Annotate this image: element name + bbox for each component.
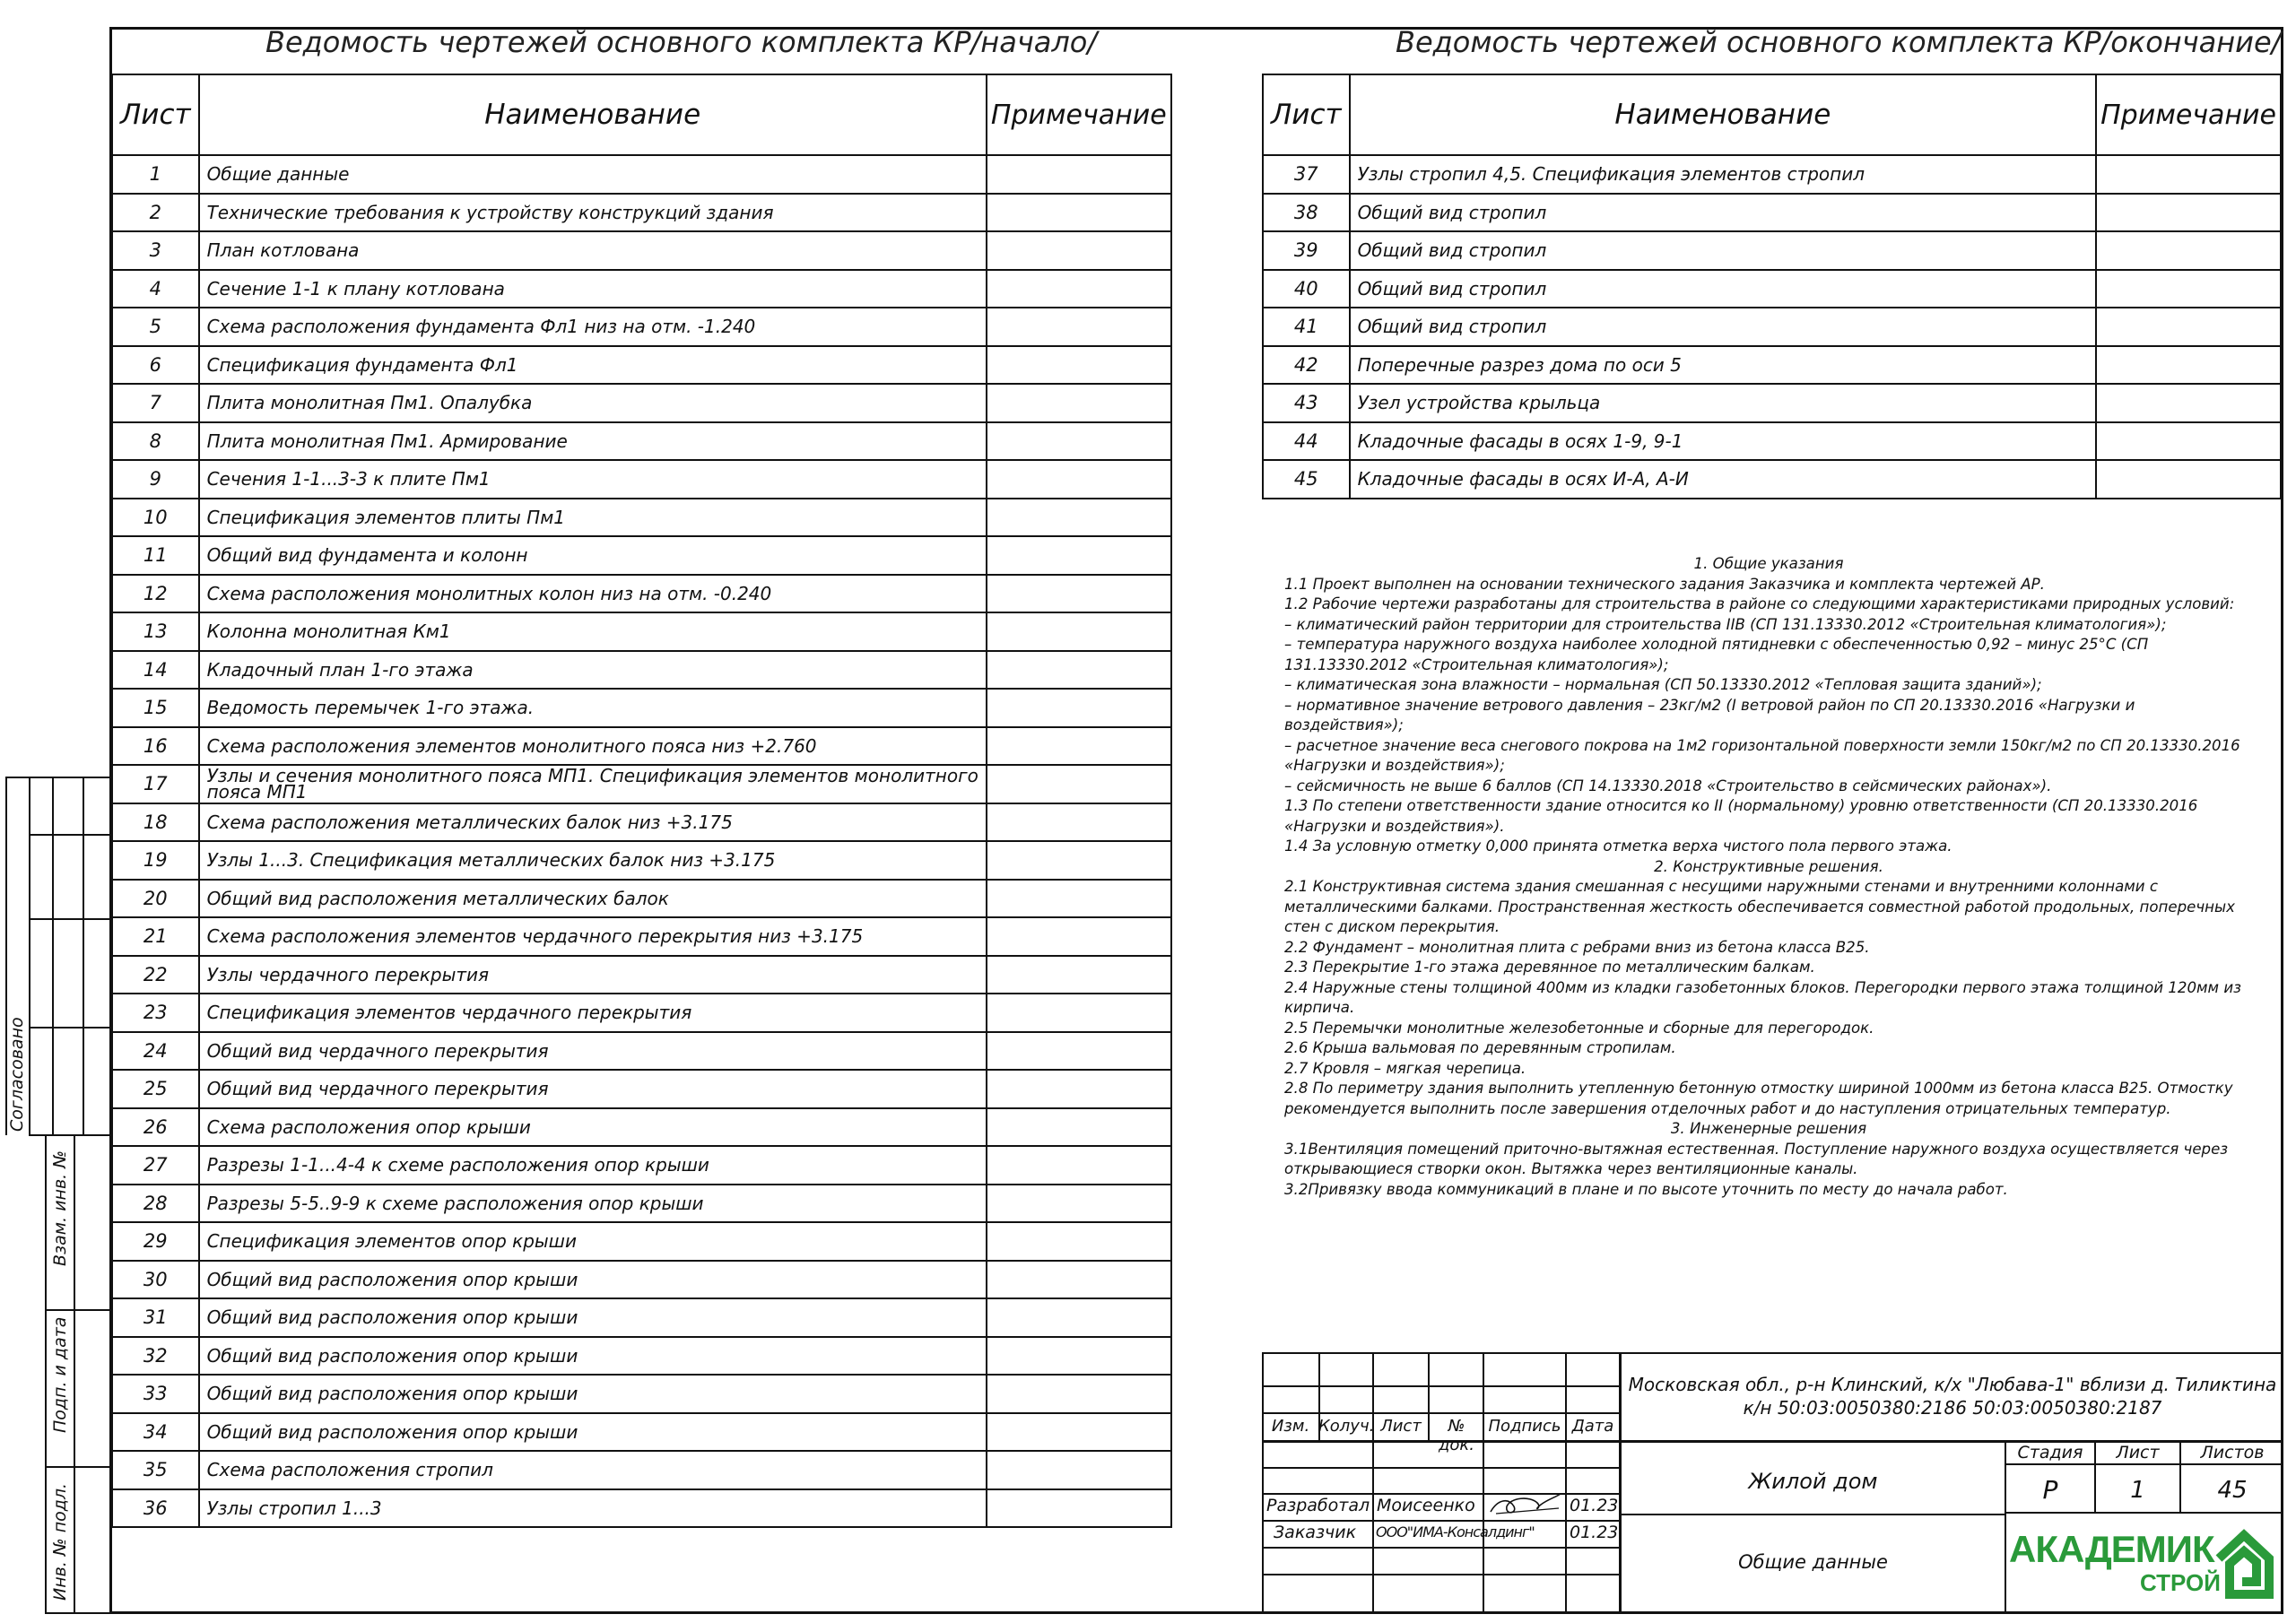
stamp-sheet-value: 1 xyxy=(2130,1477,2145,1504)
notes-paragraph: 2.5 Перемычки монолитные железобетонные и сборные для перегородок. xyxy=(1284,1019,1874,1037)
stamp-col-list: Лист xyxy=(1380,1417,1422,1436)
sheet-name: Общий вид фундамента и колонн xyxy=(199,536,987,575)
sheet-number: 41 xyxy=(1263,308,1350,346)
sheet-number: 3 xyxy=(112,231,199,270)
table-row xyxy=(1263,231,2281,270)
notes-paragraph: 1.2 Рабочие чертежи разработаны для строительства в районе со следующими характеристиками природных условий: xyxy=(1284,595,2235,612)
sheet-number: 2 xyxy=(112,194,199,232)
sheet-name: Схема расположения опор крыши xyxy=(199,1108,987,1147)
table-row xyxy=(112,765,1171,803)
sheet-number: 24 xyxy=(112,1032,199,1071)
sheet-name: Спецификация элементов чердачного перекрытия xyxy=(199,994,987,1032)
notes-paragraph: 2.4 Наружные стены толщиной 400мм из кладки газобетонных блоков. Перегородки первого этажа толщиной 120мм из кирпича. xyxy=(1284,978,2241,1016)
sheet-number: 22 xyxy=(112,956,199,994)
stamp-col-ndok: № док. xyxy=(1438,1417,1475,1454)
table-row xyxy=(112,841,1171,880)
table-row xyxy=(112,346,1171,385)
sheet-name: Колонна монолитная Км1 xyxy=(199,612,987,651)
sheet-number: 7 xyxy=(112,384,199,422)
sheet-number: 44 xyxy=(1263,422,1350,461)
sheet-number: 21 xyxy=(112,917,199,956)
stamp-address: Московская обл., р-н Клинский, к/х "Любава-1" вблизи д. Тиликтина xyxy=(1628,1374,2277,1395)
sheet-name: Общий вид стропил xyxy=(1350,270,2097,308)
sheet-number: 25 xyxy=(112,1070,199,1108)
logo-text-sub: СТРОЙ xyxy=(2140,1569,2221,1596)
sheet-name: План котлована xyxy=(199,231,987,270)
sheet-number: 18 xyxy=(112,803,199,842)
stamp-sheets-value: 45 xyxy=(2217,1477,2248,1504)
sheet-name: Узлы чердачного перекрытия xyxy=(199,956,987,994)
table-row xyxy=(112,536,1171,575)
sheet-name: Технические требования к устройству конструкций здания xyxy=(199,194,987,232)
sheet-number: 45 xyxy=(1263,460,1350,499)
notes-section-heading: 3. Инженерные решения xyxy=(1670,1120,1867,1137)
sheet-note xyxy=(2096,194,2281,232)
sheet-name: Схема расположения стропил xyxy=(199,1451,987,1489)
left-drawings-table xyxy=(111,74,1172,1528)
sheet-number: 31 xyxy=(112,1298,199,1337)
table-row xyxy=(1263,155,2281,194)
table-row xyxy=(112,231,1171,270)
sheet-note xyxy=(2096,346,2281,385)
sheet-note xyxy=(2096,270,2281,308)
col-header-name: Наименование xyxy=(199,74,987,155)
table-row xyxy=(112,194,1171,232)
sheet-note xyxy=(2096,231,2281,270)
sheet-number: 27 xyxy=(112,1146,199,1185)
table-row xyxy=(112,689,1171,727)
notes-paragraph: 2.7 Кровля – мягкая черепица. xyxy=(1284,1059,1526,1077)
sheet-number: 20 xyxy=(112,880,199,918)
sheet-name: Узлы 1...3. Спецификация металлических балок низ +3.175 xyxy=(199,841,987,880)
table-row xyxy=(1263,346,2281,385)
stamp-sheet-label: Лист xyxy=(2116,1443,2160,1462)
table-row xyxy=(112,1070,1171,1108)
sheet-name: Общий вид чердачного перекрытия xyxy=(199,1032,987,1071)
stamp-stage-label: Стадия xyxy=(2017,1443,2083,1462)
sheet-number: 12 xyxy=(112,575,199,613)
table-row xyxy=(112,803,1171,842)
company-logo xyxy=(2009,1519,2282,1609)
sheet-number: 5 xyxy=(112,308,199,346)
stamp-customer-name: ООО"ИМА-Консалдинг" xyxy=(1376,1523,1535,1541)
side-label-agreed: Согласовано xyxy=(7,1017,27,1132)
table-row xyxy=(112,1375,1171,1413)
sheet-name: Кладочный план 1-го этажа xyxy=(199,651,987,690)
sheet-number: 34 xyxy=(112,1413,199,1452)
notes-paragraph: 3.2Привязку ввода коммуникаций в плане и по высоте уточнить по месту до начала работ. xyxy=(1284,1180,2008,1198)
stamp-developed-label: Разработал xyxy=(1266,1496,1370,1515)
sheet-number: 19 xyxy=(112,841,199,880)
stamp-col-izm: Изм. xyxy=(1271,1417,1310,1436)
side-label-original-inv: Инв. № подл. xyxy=(50,1482,70,1601)
stamp-developed-date: 01.23 xyxy=(1570,1496,1619,1515)
stamp-customer-date: 01.23 xyxy=(1570,1523,1619,1542)
table-row xyxy=(112,651,1171,690)
notes-paragraph: 2.6 Крыша вальмовая по деревянным стропилам. xyxy=(1284,1039,1676,1056)
table-row xyxy=(112,1146,1171,1185)
signature-mark xyxy=(1487,1490,1563,1519)
table-row xyxy=(112,956,1171,994)
table-row xyxy=(112,1489,1171,1528)
logo-text-main: АКАДЕМИК xyxy=(2009,1528,2214,1570)
col-header-note: Примечание xyxy=(987,74,1171,155)
sheet-name: Общие данные xyxy=(199,155,987,194)
side-label-signature-date: Подп. и дата xyxy=(50,1316,70,1433)
table-row xyxy=(112,1222,1171,1261)
sheet-name-line: Узлы и сечения монолитного пояса МП1. Спецификация элементов монолитного xyxy=(206,765,978,787)
right-sheet-title: Ведомость чертежей основного комплекта КР/окончание/ xyxy=(1396,25,2282,59)
col-header-name: Наименование xyxy=(1350,74,2097,155)
sheet-number: 14 xyxy=(112,651,199,690)
sheet-number: 29 xyxy=(112,1222,199,1261)
sheet-name: Кладочные фасады в осях И-А, А-И xyxy=(1350,460,2097,499)
table-row xyxy=(112,155,1171,194)
sheet-name: Разрезы 1-1...4-4 к схеме расположения опор крыши xyxy=(199,1146,987,1185)
sheet-name: Схема расположения монолитных колон низ на отм. -0.240 xyxy=(199,575,987,613)
sheet-name: Общий вид расположения опор крыши xyxy=(199,1413,987,1452)
notes-section-heading: 2. Конструктивные решения. xyxy=(1654,857,1883,875)
sheet-number: 11 xyxy=(112,536,199,575)
notes-paragraph: 3.1Вентиляция помещений приточно-вытяжная естественная. Поступление наружного воздуха осуществляется через открывающиеся створки окон. Вытяжка через вентиляционные каналы. xyxy=(1284,1140,2229,1177)
sheet-name: Общий вид расположения опор крыши xyxy=(199,1375,987,1413)
stamp-cadastral: к/н 50:03:0050380:2186 50:03:0050380:2187 xyxy=(1743,1397,2162,1419)
stamp-customer-label: Заказчик xyxy=(1274,1523,1357,1542)
table-row xyxy=(1263,384,2281,422)
left-sheet-title: Ведомость чертежей основного комплекта КР/начало/ xyxy=(265,25,1098,59)
table-row xyxy=(1263,422,2281,461)
sheet-number: 6 xyxy=(112,346,199,385)
table-row xyxy=(112,384,1171,422)
stamp-object-name: Жилой дом xyxy=(1748,1469,1878,1494)
sheet-note xyxy=(2096,308,2281,346)
sheet-name: Общий вид стропил xyxy=(1350,308,2097,346)
stamp-col-date: Дата xyxy=(1571,1417,1614,1436)
notes-paragraph: – климатический район территории для строительства IIВ (СП 131.13330.2012 «Строительная климатология»); xyxy=(1284,615,2167,633)
table-row xyxy=(112,1032,1171,1071)
notes-paragraph: – климатическая зона влажности – нормальная (СП 50.13330.2012 «Тепловая защита зданий»); xyxy=(1284,676,2042,693)
sheet-name: Общий вид расположения опор крыши xyxy=(199,1261,987,1299)
sheet-number: 35 xyxy=(112,1451,199,1489)
sheet-number: 23 xyxy=(112,994,199,1032)
col-header-note: Примечание xyxy=(2096,74,2281,155)
notes-paragraph: – расчетное значение веса снегового покрова на 1м2 горизонтальной поверхности земли 150кг/м2 по СП 20.13330.2016 «Нагрузки и воздействия»); xyxy=(1284,736,2240,774)
notes-paragraph: 1.3 По степени ответственности здание относится ко II (нормальному) уровню ответственности (СП 20.13330.2016 «Нагрузки и воздействия»). xyxy=(1284,797,2198,835)
table-row xyxy=(112,270,1171,308)
sheet-name-line: пояса МП1 xyxy=(206,781,308,803)
sheet-name: Общий вид стропил xyxy=(1350,194,2097,232)
table-row xyxy=(1263,460,2281,499)
sheet-number: 42 xyxy=(1263,346,1350,385)
table-row xyxy=(112,460,1171,499)
sheet-number: 40 xyxy=(1263,270,1350,308)
table-row xyxy=(112,612,1171,651)
table-row xyxy=(112,308,1171,346)
sheet-number: 13 xyxy=(112,612,199,651)
sheet-number: 26 xyxy=(112,1108,199,1147)
table-row xyxy=(1263,270,2281,308)
logo-house-icon xyxy=(2212,1523,2276,1600)
sheet-name: Ведомость перемычек 1-го этажа. xyxy=(199,689,987,727)
table-row xyxy=(112,1451,1171,1489)
sheet-number: 9 xyxy=(112,460,199,499)
table-row xyxy=(112,575,1171,613)
side-label-replaced-inv: Взам. инв. № xyxy=(50,1150,70,1266)
sheet-number: 43 xyxy=(1263,384,1350,422)
sheet-name: Спецификация фундамента Фл1 xyxy=(199,346,987,385)
sheet-name: Общий вид расположения опор крыши xyxy=(199,1337,987,1376)
sheet-name: Схема расположения элементов чердачного перекрытия низ +3.175 xyxy=(199,917,987,956)
table-row xyxy=(112,1261,1171,1299)
table-row xyxy=(112,727,1171,766)
sheet-name: Кладочные фасады в осях 1-9, 9-1 xyxy=(1350,422,2097,461)
sheet-name: Разрезы 5-5..9-9 к схеме расположения опор крыши xyxy=(199,1185,987,1223)
table-row xyxy=(112,1185,1171,1223)
sheet-number: 15 xyxy=(112,689,199,727)
sheet-number: 4 xyxy=(112,270,199,308)
table-row xyxy=(112,1298,1171,1337)
sheet-name xyxy=(199,765,987,803)
stamp-sheets-label: Листов xyxy=(2200,1443,2265,1462)
sheet-note xyxy=(2096,422,2281,461)
stamp-stage-value: Р xyxy=(2042,1475,2058,1505)
notes-paragraph: – температура наружного воздуха наиболее холодной пятидневки с обеспеченностью 0,92 – минус 25°С (СП 131.13330.2012 «Строительная климатология»); xyxy=(1284,636,2149,673)
sheet-number: 28 xyxy=(112,1185,199,1223)
sheet-number: 30 xyxy=(112,1261,199,1299)
notes-paragraph: 1.1 Проект выполнен на основании технического задания Заказчика и комплекта чертежей АР. xyxy=(1284,575,2045,593)
notes-paragraph: – сейсмичность не выше 6 баллов (СП 14.13330.2018 «Строительство в сейсмических районах»). xyxy=(1284,777,2052,794)
sheet-note xyxy=(2096,460,2281,499)
sheet-number: 38 xyxy=(1263,194,1350,232)
sheet-name: Общий вид расположения опор крыши xyxy=(199,1298,987,1337)
notes-paragraph: 2.2 Фундамент – монолитная плита с ребрами вниз из бетона класса В25. xyxy=(1284,938,1870,956)
stamp-col-signature: Подпись xyxy=(1488,1417,1561,1436)
sheet-name: Общий вид расположения металлических балок xyxy=(199,880,987,918)
sheet-name: Узлы стропил 4,5. Спецификация элементов стропил xyxy=(1350,155,2097,194)
table-row xyxy=(1263,194,2281,232)
sheet-number: 33 xyxy=(112,1375,199,1413)
col-header-sheet: Лист xyxy=(1263,74,1350,155)
sheet-number: 32 xyxy=(112,1337,199,1376)
sheet-name: Спецификация элементов плиты Пм1 xyxy=(199,499,987,537)
sheet-name: Плита монолитная Пм1. Армирование xyxy=(199,422,987,461)
sheet-number: 16 xyxy=(112,727,199,766)
notes-paragraph: 2.1 Конструктивная система здания смешанная с несущими наружными стенами и внутренними колоннами с металлическими балками. Пространственная жесткость обеспечивается совместной работой продольных, поперечных стен с диском перекрытия. xyxy=(1284,878,2235,935)
notes-paragraph: 2.8 По периметру здания выполнить утепленную бетонную отмостку шириной 1000мм из бетона класса В25. Отмостку рекомендуется выполнить после завершения отделочных работ и до наступления отрицательных температур. xyxy=(1284,1080,2233,1117)
sheet-number: 39 xyxy=(1263,231,1350,270)
sheet-name: Спецификация элементов опор крыши xyxy=(199,1222,987,1261)
notes-paragraph: – нормативное значение ветрового давления – 23кг/м2 (I ветровой район по СП 20.13330.2016 «Нагрузки и воздействия»); xyxy=(1284,696,2135,733)
sheet-number: 8 xyxy=(112,422,199,461)
table-row xyxy=(112,499,1171,537)
sheet-note xyxy=(2096,384,2281,422)
sheet-name: Плита монолитная Пм1. Опалубка xyxy=(199,384,987,422)
stamp-col-kol: Колуч. xyxy=(1318,1417,1375,1436)
general-notes xyxy=(1284,554,2253,1200)
right-drawings-table xyxy=(1262,74,2282,499)
sheet-number: 36 xyxy=(112,1489,199,1528)
stamp-document-title: Общие данные xyxy=(1738,1551,1888,1573)
notes-paragraph: 2.3 Перекрытие 1-го этажа деревянное по металлическим балкам. xyxy=(1284,959,1815,976)
table-row xyxy=(112,1337,1171,1376)
sheet-name: Схема расположения фундамента Фл1 низ на отм. -1.240 xyxy=(199,308,987,346)
sheet-name: Общий вид чердачного перекрытия xyxy=(199,1070,987,1108)
stamp-developed-name: Моисеенко xyxy=(1377,1496,1475,1515)
sheet-name: Узлы стропил 1...3 xyxy=(199,1489,987,1528)
notes-section-heading: 1. Общие указания xyxy=(1693,555,1844,572)
table-row xyxy=(112,422,1171,461)
sheet-number: 17 xyxy=(112,765,199,803)
table-row xyxy=(112,1413,1171,1452)
table-row xyxy=(112,880,1171,918)
sheet-name: Схема расположения металлических балок низ +3.175 xyxy=(199,803,987,842)
sheet-number: 10 xyxy=(112,499,199,537)
table-row xyxy=(112,917,1171,956)
sheet-name: Сечения 1-1...3-3 к плите Пм1 xyxy=(199,460,987,499)
sheet-name: Сечение 1-1 к плану котлована xyxy=(199,270,987,308)
sheet-name: Общий вид стропил xyxy=(1350,231,2097,270)
sheet-name: Узел устройства крыльца xyxy=(1350,384,2097,422)
table-row xyxy=(1263,308,2281,346)
sheet-name: Поперечные разрез дома по оси 5 xyxy=(1350,346,2097,385)
table-row xyxy=(112,1108,1171,1147)
col-header-sheet: Лист xyxy=(112,74,199,155)
notes-paragraph: 1.4 За условную отметку 0,000 принята отметка верха чистого пола первого этажа. xyxy=(1284,838,1952,855)
sheet-name: Схема расположения элементов монолитного пояса низ +2.760 xyxy=(199,727,987,766)
table-row xyxy=(112,994,1171,1032)
sheet-number: 37 xyxy=(1263,155,1350,194)
sheet-note xyxy=(2096,155,2281,194)
sheet-number: 1 xyxy=(112,155,199,194)
